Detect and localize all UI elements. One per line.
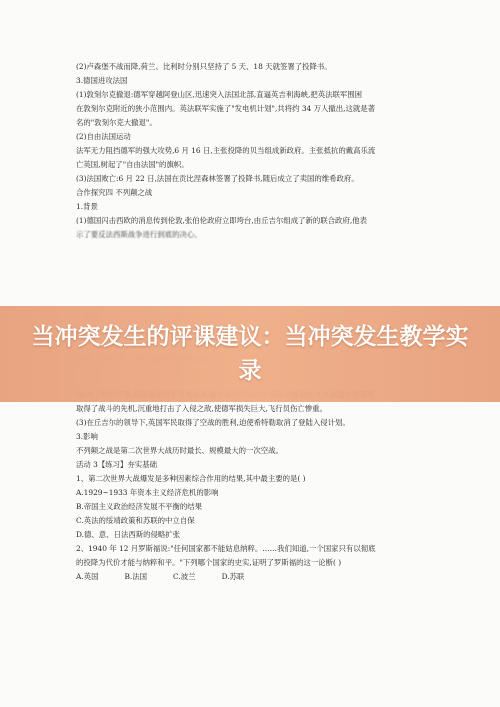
option-b: B.帝国主义政治经济发展不平衡的结果 — [76, 502, 203, 511]
text-line: 不列颠之战是第二次世界大战历时最长、规模最大的一次空战。 — [76, 446, 283, 455]
text-line: (1)敦刻尔克撤退:德军穿越阿登山区,迅速突入法国北部,直逼英吉利海峡,把英法联军围困 — [76, 90, 363, 99]
answer-options — [76, 570, 436, 584]
text-line: 在敦刻尔克附近的狭小范围内。英法联军实施了"发电机计划",共将约 34 万人撤出,这就是著 — [76, 104, 376, 113]
answer-option-a: A.英国 — [76, 572, 99, 581]
document-body-bottom — [76, 388, 436, 584]
section-heading: 活动 3【练习】夯实基础 — [76, 460, 157, 469]
section-heading: 3.德国进攻法国 — [76, 76, 128, 85]
answer-option-d: D.苏联 — [221, 572, 245, 581]
text-line: 取得了战斗的先机,沉重地打击了入侵之敌,使德军损失巨大,飞行员伤亡惨重。 — [76, 404, 327, 413]
section-heading: 3.影响 — [76, 432, 98, 441]
text-line: 法军无力阻挡德军的强大攻势,6 月 16 日,主张投降的贝当组成新政府。主张抵抗的戴高乐流 — [76, 146, 376, 155]
text-line: 的投降为代价才能与纳粹和平。"下列哪个国家的史实,证明了罗斯福的这一论断( ) — [76, 558, 342, 567]
text-line: 1.背景 — [76, 202, 98, 211]
banner-title: 当冲突发生的评课建议：当冲突发生教学实录 — [31, 324, 469, 384]
text-line: 示了要反法西斯战争进行到底的决心。 — [76, 230, 202, 239]
option-d: D.德、意、日法西斯的侵略扩张 — [76, 530, 181, 539]
option-a: A.1929~1933 年资本主义经济危机的影响 — [76, 488, 219, 497]
section-heading: 合作探究四 不列颠之战 — [76, 188, 153, 197]
text-line: 名的"敦刻尔克大撤退"。 — [76, 118, 157, 127]
option-c: C.英法的绥靖政策和苏联的中立自保 — [76, 516, 195, 525]
text-line: (2)自由法国运动 — [76, 132, 131, 141]
document-body-top — [76, 60, 436, 242]
answer-option-b: B.法国 — [124, 572, 148, 581]
answer-option-c: C.波兰 — [173, 572, 196, 581]
text-line: (2)卢森堡不战而降,荷兰、比利时分别只坚持了 5 天、18 天就签署了投降书。 — [76, 62, 332, 71]
question-2: 2、1940 年 12 月罗斯福说:"任何国家都不能姑息纳粹。……我们知道,一个国家只有以彻底 — [76, 544, 376, 553]
title-banner — [0, 306, 500, 402]
text-line: (3)在丘吉尔的领导下,英国军民取得了空战的胜利,迫使希特勒取消了登陆入侵计划。 — [76, 418, 350, 427]
text-line: 亡英国,树起了"自由法国"的旗帜。 — [76, 160, 189, 169]
text-line: (1)德国闪击西欧的消息传到伦敦,张伯伦政府立即垮台,由丘吉尔组成了新的联合政府,他表 — [76, 216, 367, 225]
text-line: (3)法国败亡:6 月 22 日,法国在贡比涅森林签署了投降书,随后成立了卖国的维希政府。 — [76, 174, 359, 183]
question-1: 1、第二次世界大战爆发是多种因素综合作用的结果,其中最主要的是( ) — [76, 474, 306, 483]
